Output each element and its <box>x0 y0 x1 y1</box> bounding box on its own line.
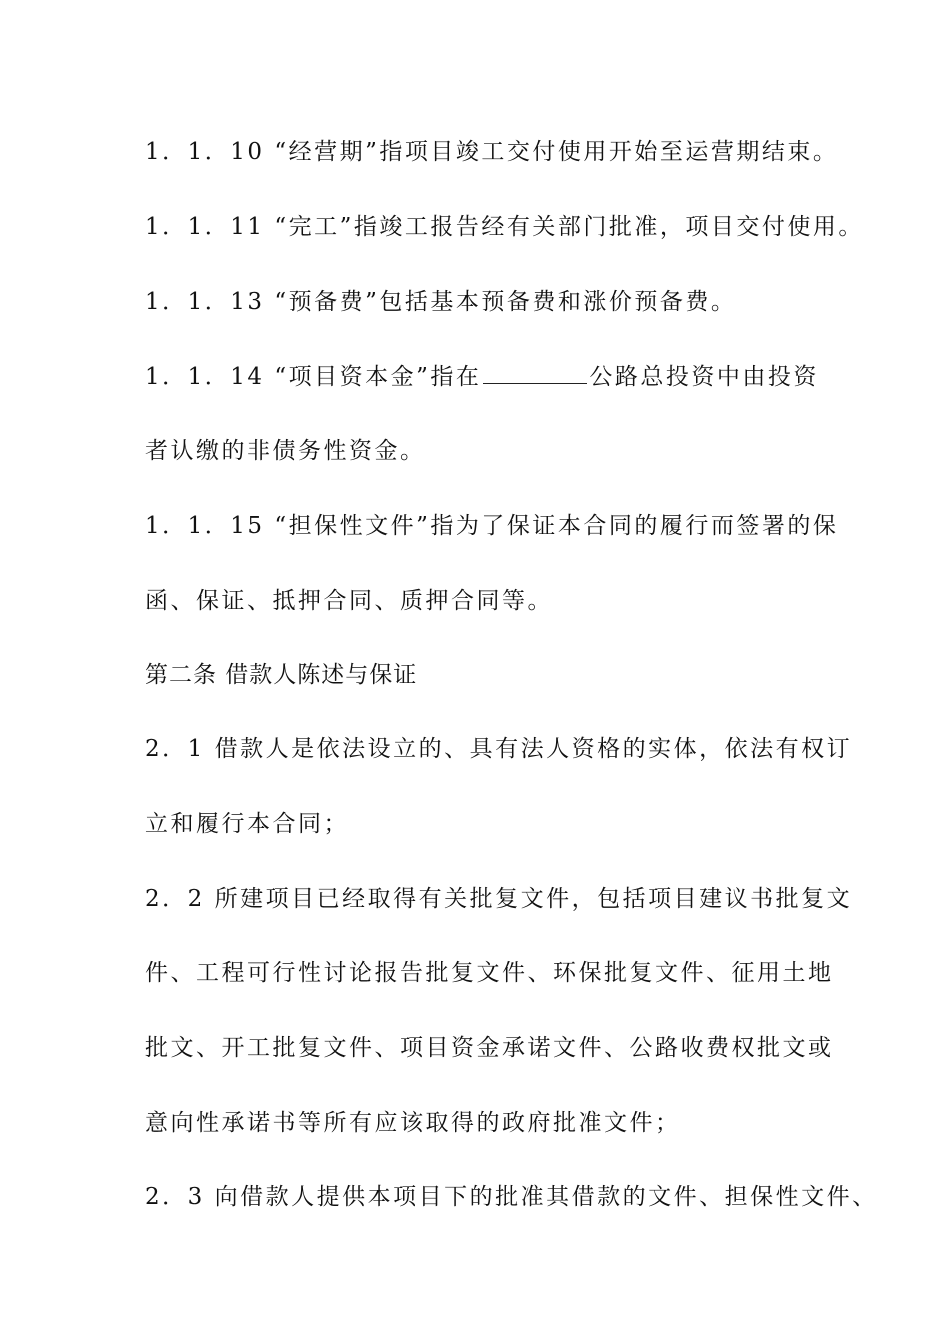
clause-1-1-15: 1．1．15 “担保性文件”指为了保证本合同的履行而签署的保 <box>145 513 839 539</box>
article-2-heading: 第二条 借款人陈述与保证 <box>145 662 418 688</box>
clause-1-1-13: 1．1．13 “预备费”包括基本预备费和涨价预备费。 <box>145 289 737 315</box>
clause-2-2-line-3: 批文、开工批复文件、项目资金承诺文件、公路收费权批文或 <box>145 1035 834 1061</box>
clause-1-1-14-start: 1．1．14 “项目资本金”指在 <box>145 364 482 390</box>
clause-2-2: 2．2 所建项目已经取得有关批复文件，包括项目建议书批复文 <box>145 886 853 912</box>
clause-1-1-14-end: 公路总投资中由投资 <box>589 364 819 390</box>
clause-1-1-11: 1．1．11 “完工”指竣工报告经有关部门批准，项目交付使用。 <box>145 214 864 240</box>
clause-1-1-14-continued: 者认缴的非债务性资金。 <box>145 438 426 464</box>
clause-1-1-15-continued: 函、保证、抵押合同、质押合同等。 <box>145 588 553 614</box>
clause-2-1: 2．1 借款人是依法设立的、具有法人资格的实体，依法有权订 <box>145 736 853 762</box>
clause-2-2-line-2: 件、工程可行性讨论报告批复文件、环保批复文件、征用土地 <box>145 960 834 986</box>
fill-in-blank[interactable] <box>483 365 587 384</box>
clause-1-1-10: 1．1．10 “经营期”指项目竣工交付使用开始至运营期结束。 <box>145 139 839 165</box>
clause-2-3: 2．3 向借款人提供本项目下的批准其借款的文件、担保性文件、 <box>145 1184 878 1210</box>
clause-1-1-14 <box>145 362 819 392</box>
clause-2-1-continued: 立和履行本合同； <box>145 811 349 837</box>
clause-2-2-line-4: 意向性承诺书等所有应该取得的政府批准文件； <box>145 1110 681 1136</box>
